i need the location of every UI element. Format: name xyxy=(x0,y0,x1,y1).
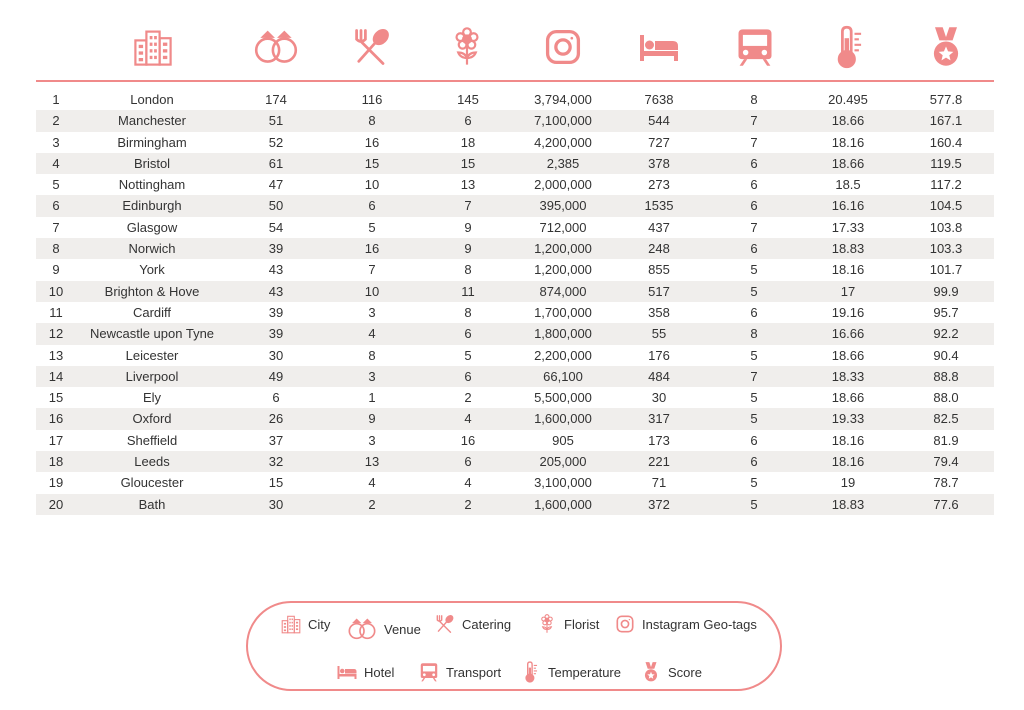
legend-label: Temperature xyxy=(548,664,621,680)
score-cell: 99.9 xyxy=(933,283,959,299)
transport-cell: 5 xyxy=(750,262,758,278)
score-cell: 81.9 xyxy=(933,432,959,448)
florist-cell: 8 xyxy=(464,262,472,278)
city-icon xyxy=(280,613,302,635)
city-cell: Manchester xyxy=(118,113,186,129)
catering-cell: 15 xyxy=(364,155,380,171)
score-cell: 92.2 xyxy=(933,326,959,342)
instagram-cell: 205,000 xyxy=(539,454,587,470)
transport-cell: 5 xyxy=(750,411,758,427)
legend-label: Catering xyxy=(462,616,512,632)
catering-cell: 3 xyxy=(368,304,376,320)
temperature-cell: 18.83 xyxy=(831,241,865,257)
catering-cell: 10 xyxy=(364,283,380,299)
rank-cell: 15 xyxy=(48,390,64,406)
temperature-cell: 18.16 xyxy=(831,454,865,470)
hotel-cell: 55 xyxy=(651,326,667,342)
city-cell: Oxford xyxy=(132,411,172,427)
rank-cell: 19 xyxy=(48,475,64,491)
table-row xyxy=(36,387,994,408)
hotel-cell: 273 xyxy=(648,177,670,193)
city-cell: Birmingham xyxy=(117,134,187,150)
florist-icon xyxy=(442,22,492,72)
transport-cell: 6 xyxy=(750,155,758,171)
legend-item-city xyxy=(280,613,330,635)
transport-cell: 8 xyxy=(750,326,758,342)
instagram-cell: 905 xyxy=(552,432,574,448)
instagram-icon xyxy=(538,22,588,72)
instagram-cell: 1,800,000 xyxy=(534,326,592,342)
legend-label: Hotel xyxy=(364,664,395,680)
venue-cell: 43 xyxy=(268,262,284,278)
hotel-icon xyxy=(336,661,358,683)
legend-item-temperature xyxy=(520,661,621,683)
temperature-cell: 18.16 xyxy=(831,262,865,278)
instagram-cell: 4,200,000 xyxy=(534,134,592,150)
instagram-cell: 3,794,000 xyxy=(534,92,592,107)
catering-icon xyxy=(434,613,456,635)
table-row xyxy=(36,408,994,429)
city-cell: London xyxy=(130,92,174,107)
transport-cell: 6 xyxy=(750,177,758,193)
temperature-cell: 17 xyxy=(840,283,856,299)
score-cell: 167.1 xyxy=(929,113,963,129)
score-cell: 88.8 xyxy=(933,368,959,384)
temperature-cell: 18.66 xyxy=(831,155,865,171)
florist-cell: 6 xyxy=(464,113,472,129)
catering-cell: 16 xyxy=(364,134,380,150)
venue-rings-icon xyxy=(346,613,378,645)
florist-cell: 2 xyxy=(464,390,472,406)
city-icon xyxy=(128,22,178,72)
venue-cell: 15 xyxy=(268,475,284,491)
temperature-cell: 20.495 xyxy=(828,92,868,107)
table-row xyxy=(36,451,994,472)
temperature-cell: 18.83 xyxy=(831,496,865,512)
city-ranking-table xyxy=(36,89,994,515)
florist-cell: 2 xyxy=(464,496,472,512)
florist-cell: 6 xyxy=(464,454,472,470)
transport-cell: 7 xyxy=(750,134,758,150)
score-cell: 82.5 xyxy=(933,411,959,427)
temperature-cell: 19.33 xyxy=(831,411,865,427)
table-row xyxy=(36,217,994,238)
florist-cell: 9 xyxy=(464,241,472,257)
table-row xyxy=(36,132,994,153)
hotel-cell: 221 xyxy=(648,454,670,470)
table-row xyxy=(36,323,994,344)
florist-cell: 4 xyxy=(464,411,472,427)
score-cell: 103.3 xyxy=(929,241,963,257)
city-cell: York xyxy=(139,262,165,278)
transport-cell: 7 xyxy=(750,219,758,235)
table-row xyxy=(36,281,994,302)
table-row xyxy=(36,174,994,195)
city-cell: Leeds xyxy=(134,454,170,470)
hotel-cell: 358 xyxy=(648,304,670,320)
rank-cell: 8 xyxy=(52,241,60,257)
city-cell: Edinburgh xyxy=(122,198,182,214)
score-cell: 103.8 xyxy=(929,219,963,235)
score-cell: 79.4 xyxy=(933,454,959,470)
transport-cell: 6 xyxy=(750,241,758,257)
catering-cell: 8 xyxy=(368,113,376,129)
legend-item-florist xyxy=(536,613,599,635)
table-row xyxy=(36,430,994,451)
venue-cell: 51 xyxy=(268,113,284,129)
temperature-icon xyxy=(824,22,874,72)
transport-cell: 7 xyxy=(750,368,758,384)
hotel-cell: 727 xyxy=(648,134,670,150)
florist-cell: 13 xyxy=(460,177,476,193)
instagram-cell: 7,100,000 xyxy=(534,113,592,129)
catering-icon xyxy=(347,22,397,72)
instagram-cell: 66,100 xyxy=(543,368,583,384)
venue-cell: 47 xyxy=(268,177,284,193)
score-cell: 95.7 xyxy=(933,304,959,320)
hotel-cell: 317 xyxy=(648,411,670,427)
city-cell: Gloucester xyxy=(120,475,184,491)
rank-cell: 12 xyxy=(48,326,64,342)
table-row xyxy=(36,195,994,216)
rank-cell: 5 xyxy=(52,177,60,193)
hotel-cell: 437 xyxy=(648,219,670,235)
table-row xyxy=(36,110,994,131)
rank-cell: 9 xyxy=(52,262,60,278)
city-cell: Brighton & Hove xyxy=(104,283,200,299)
legend-label: Instagram Geo-tags xyxy=(642,616,757,632)
instagram-cell: 1,700,000 xyxy=(534,304,592,320)
table-row xyxy=(36,345,994,366)
florist-cell: 145 xyxy=(457,92,479,107)
city-cell: Glasgow xyxy=(126,219,178,235)
legend-label: Venue xyxy=(384,621,421,637)
hotel-cell: 176 xyxy=(648,347,670,363)
hotel-cell: 71 xyxy=(651,475,667,491)
transport-cell: 5 xyxy=(750,390,758,406)
legend-item-venue xyxy=(346,613,421,645)
transport-cell: 8 xyxy=(750,92,758,107)
catering-cell: 4 xyxy=(368,326,376,342)
venue-cell: 6 xyxy=(272,390,280,406)
catering-cell: 9 xyxy=(368,411,376,427)
rank-cell: 2 xyxy=(52,113,60,129)
florist-cell: 5 xyxy=(464,347,472,363)
transport-cell: 6 xyxy=(750,432,758,448)
florist-cell: 8 xyxy=(464,304,472,320)
table-row xyxy=(36,238,994,259)
florist-cell: 16 xyxy=(460,432,476,448)
score-cell: 101.7 xyxy=(929,262,963,278)
venue-rings-icon xyxy=(251,22,301,72)
instagram-cell: 395,000 xyxy=(539,198,587,214)
score-cell: 78.7 xyxy=(933,475,959,491)
city-cell: Ely xyxy=(142,390,162,406)
catering-cell: 10 xyxy=(364,177,380,193)
hotel-cell: 7638 xyxy=(644,92,674,107)
catering-cell: 3 xyxy=(368,432,376,448)
table-row xyxy=(36,472,994,493)
hotel-cell: 378 xyxy=(648,155,670,171)
temperature-cell: 19 xyxy=(840,475,856,491)
temperature-cell: 16.66 xyxy=(831,326,865,342)
catering-cell: 4 xyxy=(368,475,376,491)
table-row xyxy=(36,494,994,515)
score-medal-icon xyxy=(640,661,662,683)
rank-cell: 4 xyxy=(52,155,60,171)
instagram-cell: 874,000 xyxy=(539,283,587,299)
catering-cell: 1 xyxy=(368,390,376,406)
hotel-cell: 30 xyxy=(651,390,667,406)
venue-cell: 52 xyxy=(268,134,284,150)
rank-cell: 18 xyxy=(48,454,64,470)
hotel-icon xyxy=(634,22,684,72)
venue-cell: 30 xyxy=(268,496,284,512)
catering-cell: 7 xyxy=(368,262,376,278)
instagram-cell: 1,600,000 xyxy=(534,496,592,512)
catering-cell: 8 xyxy=(368,347,376,363)
transport-cell: 5 xyxy=(750,283,758,299)
transport-cell: 6 xyxy=(750,304,758,320)
legend-item-score xyxy=(640,661,702,683)
score-cell: 117.2 xyxy=(930,177,962,193)
header-icon-row xyxy=(36,22,994,72)
rank-cell: 11 xyxy=(49,304,63,320)
score-cell: 88.0 xyxy=(933,390,959,406)
city-cell: Liverpool xyxy=(125,368,179,384)
legend-item-catering xyxy=(434,613,511,635)
venue-cell: 39 xyxy=(268,326,284,342)
city-cell: Norwich xyxy=(128,241,176,257)
score-cell: 160.4 xyxy=(929,134,963,150)
rank-cell: 6 xyxy=(52,198,60,214)
temperature-cell: 18.66 xyxy=(831,347,865,363)
instagram-cell: 1,200,000 xyxy=(534,262,592,278)
transport-icon xyxy=(418,661,440,683)
city-cell: Sheffield xyxy=(126,432,178,448)
legend-item-hotel xyxy=(336,661,394,683)
score-cell: 119.5 xyxy=(930,155,962,171)
venue-cell: 26 xyxy=(268,411,284,427)
table-row xyxy=(36,259,994,280)
city-cell: Leicester xyxy=(125,347,179,363)
catering-cell: 5 xyxy=(368,219,376,235)
transport-cell: 6 xyxy=(750,198,758,214)
transport-cell: 5 xyxy=(750,347,758,363)
venue-cell: 37 xyxy=(268,432,284,448)
florist-icon xyxy=(536,613,558,635)
rank-cell: 20 xyxy=(48,496,64,512)
venue-cell: 54 xyxy=(268,219,284,235)
venue-cell: 61 xyxy=(268,155,284,171)
instagram-cell: 3,100,000 xyxy=(534,475,592,491)
legend-item-instagram-geo-tags xyxy=(614,613,757,635)
florist-cell: 6 xyxy=(464,326,472,342)
legend-label: Transport xyxy=(446,664,502,680)
temperature-cell: 18.16 xyxy=(831,134,865,150)
instagram-cell: 1,200,000 xyxy=(534,241,592,257)
instagram-cell: 2,200,000 xyxy=(534,347,592,363)
venue-cell: 30 xyxy=(268,347,284,363)
legend-item-transport xyxy=(418,661,501,683)
transport-cell: 6 xyxy=(750,454,758,470)
instagram-cell: 1,600,000 xyxy=(534,411,592,427)
rank-cell: 17 xyxy=(48,432,64,448)
hotel-cell: 248 xyxy=(648,241,670,257)
transport-cell: 7 xyxy=(750,113,758,129)
hotel-cell: 855 xyxy=(648,262,670,278)
rank-cell: 16 xyxy=(48,411,64,427)
instagram-cell: 5,500,000 xyxy=(534,390,592,406)
icon-legend xyxy=(246,601,782,691)
city-cell: Bath xyxy=(138,496,166,512)
florist-cell: 18 xyxy=(460,134,476,150)
hotel-cell: 484 xyxy=(648,368,670,384)
transport-cell: 5 xyxy=(750,496,758,512)
hotel-cell: 372 xyxy=(648,496,670,512)
florist-cell: 6 xyxy=(464,368,472,384)
city-cell: Nottingham xyxy=(118,177,186,193)
catering-cell: 13 xyxy=(364,454,380,470)
city-cell: Bristol xyxy=(133,155,171,171)
temperature-cell: 18.33 xyxy=(831,368,865,384)
rank-cell: 7 xyxy=(52,219,60,235)
legend-label: Florist xyxy=(564,616,600,632)
venue-cell: 49 xyxy=(268,368,284,384)
temperature-cell: 18.5 xyxy=(835,177,861,193)
venue-cell: 50 xyxy=(268,198,284,214)
catering-cell: 3 xyxy=(368,368,376,384)
transport-cell: 5 xyxy=(750,475,758,491)
catering-cell: 116 xyxy=(361,92,383,107)
header-divider xyxy=(36,80,994,82)
venue-cell: 43 xyxy=(268,283,284,299)
instagram-cell: 2,385 xyxy=(546,155,580,171)
temperature-icon xyxy=(520,661,542,683)
rank-cell: 13 xyxy=(48,347,64,363)
score-cell: 104.5 xyxy=(929,198,963,214)
florist-cell: 4 xyxy=(464,475,472,491)
florist-cell: 15 xyxy=(460,155,476,171)
score-cell: 77.6 xyxy=(933,496,959,512)
rank-cell: 14 xyxy=(48,368,64,384)
transport-icon xyxy=(730,22,780,72)
instagram-cell: 712,000 xyxy=(539,219,587,235)
rank-cell: 10 xyxy=(48,283,64,299)
temperature-cell: 18.66 xyxy=(831,113,865,129)
table-row xyxy=(36,302,994,323)
score-medal-icon xyxy=(921,22,971,72)
temperature-cell: 19.16 xyxy=(831,304,865,320)
legend-label: Score xyxy=(668,664,702,680)
temperature-cell: 17.33 xyxy=(831,219,865,235)
hotel-cell: 1535 xyxy=(644,198,674,214)
table-row xyxy=(36,153,994,174)
florist-cell: 11 xyxy=(461,283,475,299)
instagram-cell: 2,000,000 xyxy=(534,177,592,193)
florist-cell: 9 xyxy=(464,219,472,235)
catering-cell: 2 xyxy=(368,496,376,512)
table-row xyxy=(36,366,994,387)
table-row xyxy=(36,89,994,110)
score-cell: 577.8 xyxy=(929,92,963,107)
city-cell: Cardiff xyxy=(132,304,172,320)
hotel-cell: 544 xyxy=(648,113,670,129)
catering-cell: 6 xyxy=(368,198,376,214)
venue-cell: 39 xyxy=(268,304,284,320)
score-cell: 90.4 xyxy=(933,347,959,363)
rank-cell: 3 xyxy=(52,134,60,150)
temperature-cell: 18.16 xyxy=(831,432,865,448)
legend-label: City xyxy=(308,616,331,632)
instagram-icon xyxy=(614,613,636,635)
hotel-cell: 517 xyxy=(648,283,670,299)
rank-cell: 1 xyxy=(52,92,60,107)
temperature-cell: 18.66 xyxy=(831,390,865,406)
venue-cell: 32 xyxy=(268,454,284,470)
temperature-cell: 16.16 xyxy=(831,198,865,214)
venue-cell: 174 xyxy=(265,92,287,107)
city-cell: Newcastle upon Tyne xyxy=(89,326,215,342)
venue-cell: 39 xyxy=(268,241,284,257)
florist-cell: 7 xyxy=(464,198,472,214)
catering-cell: 16 xyxy=(364,241,380,257)
hotel-cell: 173 xyxy=(648,432,670,448)
